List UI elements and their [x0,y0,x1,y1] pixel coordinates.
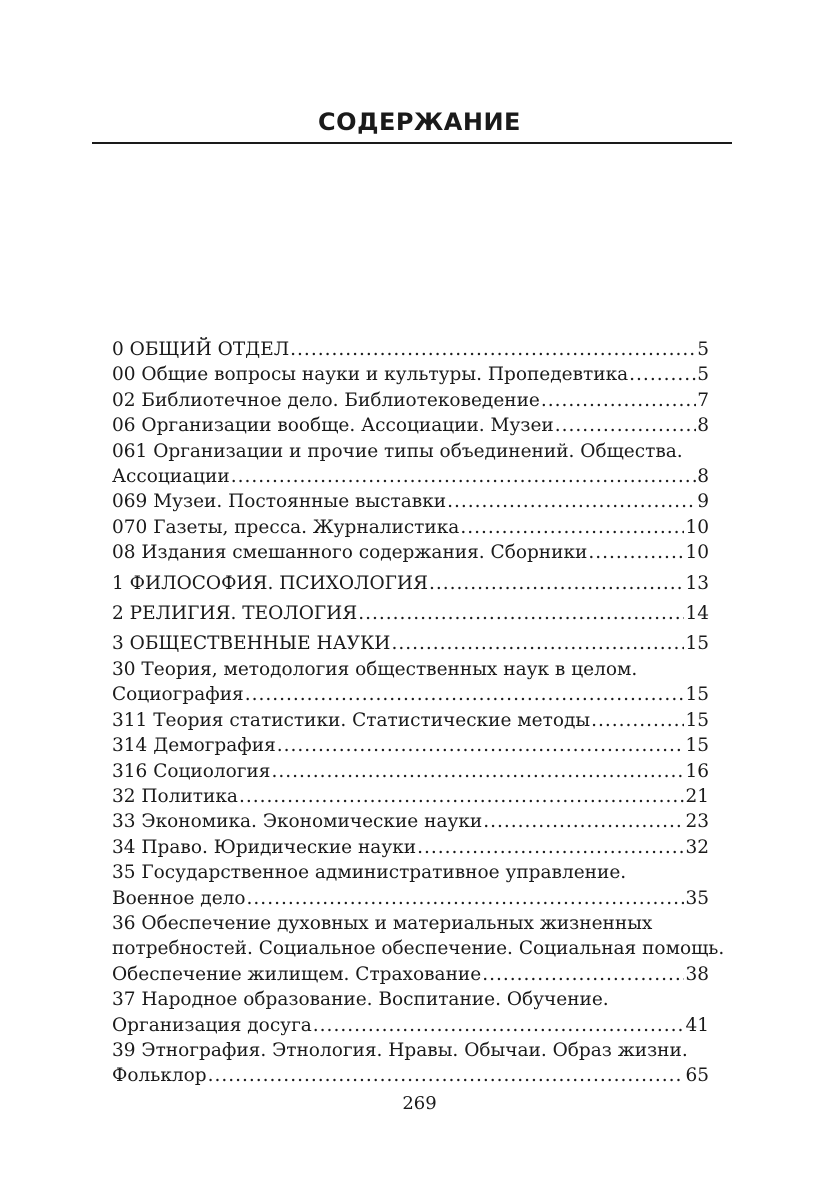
toc-entry-title-line: 30 Теория, методология общественных наук в целом. [112,658,638,680]
toc-entry-row [112,733,709,758]
toc-entry-row [112,571,709,596]
toc-entry-page: 5 [697,364,709,386]
toc-entry-title: Организация досуга [112,1014,312,1036]
toc-entry[interactable] [112,631,709,656]
toc-entry-title: Фольклор [112,1065,207,1087]
toc-entry[interactable] [112,784,709,809]
toc-entry-page: 8 [697,415,709,437]
toc-entry-row [112,962,709,987]
toc-entry-title: 069 Музеи. Постоянные выставки [112,491,447,513]
toc-entry-page: 65 [685,1065,709,1087]
dot-leader [290,337,696,362]
toc-entry-row [112,1063,709,1088]
page-number: 269 [402,1093,437,1114]
toc-entry-page: 9 [697,491,709,513]
dot-leader [239,784,685,809]
toc-entry-page: 14 [685,603,709,625]
toc-entry-title: Военное дело [112,887,246,909]
dot-leader [541,388,696,413]
toc-entry[interactable] [112,987,709,1038]
page-title: СОДЕРЖАНИЕ [318,108,521,136]
toc-entry-title: Социография [112,684,244,706]
dot-leader [629,362,696,387]
toc-entry-title-line: 061 Организации и прочие типы объединений. Общества. [112,440,683,462]
toc-entry-title-line: 36 Обеспечение духовных и материальных жизненных [112,912,653,934]
toc-entry-row [112,1013,709,1038]
toc-entry[interactable] [112,733,709,758]
toc-entry-page: 10 [685,516,709,538]
toc-entry[interactable] [112,337,709,362]
toc-entry-title: 33 Экономика. Экономические науки [112,811,483,833]
dot-leader [417,835,684,860]
title-divider [92,142,732,144]
dot-leader [391,631,684,656]
toc-entry-page: 38 [685,963,709,985]
toc-entry-title-line: 35 Государственное административное управление. [112,862,627,884]
toc-entry-page: 13 [685,572,709,594]
dot-leader [231,464,697,489]
toc-entry-page: 15 [685,709,709,731]
dot-leader [271,759,684,784]
toc-entry-page: 21 [685,785,709,807]
dot-leader [482,962,684,987]
toc-entry-row [112,489,709,514]
toc-entry-title: 314 Демография [112,735,276,757]
toc-entry-title-line: потребностей. Социальное обеспечение. Социальная помощь. [112,938,725,960]
toc-entry-page: 8 [697,466,709,488]
toc-entry-title: 2 РЕЛИГИЯ. ТЕОЛОГИЯ [112,603,358,625]
dot-leader [447,489,696,514]
toc-entry[interactable] [112,571,709,596]
dot-leader [208,1063,685,1088]
toc-entry-page: 32 [685,836,709,858]
toc-entry-title: 32 Политика [112,785,238,807]
dot-leader [483,809,684,834]
dot-leader [429,571,685,596]
toc-entry[interactable] [112,708,709,733]
toc-entry-page: 7 [697,389,709,411]
toc-entry-row [112,388,709,413]
toc-entry[interactable] [112,601,709,626]
toc-entry-page: 16 [685,760,709,782]
toc-entry[interactable] [112,809,709,834]
dot-leader [588,540,684,565]
toc-entry-row [112,515,709,540]
toc-entry-row [112,759,709,784]
toc-entry-title: 06 Организации вообще. Ассоциации. Музеи [112,415,554,437]
toc-entry-row [112,362,709,387]
toc-entry-row [112,682,709,707]
toc-entry-title: 0 ОБЩИЙ ОТДЕЛ [112,339,290,360]
toc-entry[interactable] [112,362,709,387]
toc-entry[interactable] [112,1038,709,1089]
dot-leader [247,886,685,911]
dot-leader [277,733,685,758]
toc-entry[interactable] [112,489,709,514]
toc-entry-page: 5 [697,339,709,360]
table-of-contents [112,337,725,1089]
toc-entry-page: 10 [685,542,709,564]
toc-entry-title-line: 37 Народное образование. Воспитание. Обучение. [112,989,609,1011]
toc-entry-title: 00 Общие вопросы науки и культуры. Пропедевтика [112,364,629,386]
toc-entry-title: 070 Газеты, пресса. Журналистика [112,516,460,538]
toc-entry[interactable] [112,439,709,490]
dot-leader [591,708,684,733]
toc-entry-row [112,784,709,809]
dot-leader [555,413,696,438]
toc-entry-row [112,540,709,565]
toc-entry-title: 34 Право. Юридические науки [112,836,417,858]
toc-entry[interactable] [112,413,709,438]
toc-entry-title: Обеспечение жилищем. Страхование [112,963,482,985]
toc-entry[interactable] [112,515,709,540]
toc-entry-row [112,809,709,834]
toc-entry-title: 02 Библиотечное дело. Библиотековедение [112,389,540,411]
toc-entry-row [112,631,709,656]
toc-entry-page: 23 [685,811,709,833]
toc-entry-title: 316 Социология [112,760,271,782]
toc-entry-row [112,413,709,438]
toc-entry-title: Ассоциации [112,466,230,488]
toc-entry-row [112,886,709,911]
toc-entry[interactable] [112,835,709,860]
toc-entry-row [112,601,709,626]
toc-entry-row [112,708,709,733]
toc-entry[interactable] [112,657,709,708]
toc-entry[interactable] [112,388,709,413]
toc-entry-row [112,337,709,362]
toc-entry-row [112,464,709,489]
toc-entry-page: 15 [685,684,709,706]
toc-entry-title-line: 39 Этнография. Этнология. Нравы. Обычаи. Образ жизни. [112,1039,688,1061]
dot-leader [358,601,684,626]
toc-entry-page: 41 [685,1014,709,1036]
toc-entry[interactable] [112,860,709,911]
toc-entry[interactable] [112,540,709,565]
toc-entry-title: 311 Теория статистики. Статистические методы [112,709,591,731]
toc-entry[interactable] [112,759,709,784]
dot-leader [313,1013,685,1038]
toc-entry-title: 08 Издания смешанного содержания. Сборники [112,542,588,564]
toc-entry[interactable] [112,911,725,987]
toc-entry-page: 15 [685,735,709,757]
toc-entry-title: 1 ФИЛОСОФИЯ. ПСИХОЛОГИЯ [112,572,428,594]
toc-entry-title: 3 ОБЩЕСТВЕННЫЕ НАУКИ [112,633,391,655]
dot-leader [245,682,685,707]
toc-entry-row [112,835,709,860]
toc-entry-page: 35 [685,887,709,909]
toc-entry-page: 15 [685,633,709,655]
dot-leader [460,515,684,540]
